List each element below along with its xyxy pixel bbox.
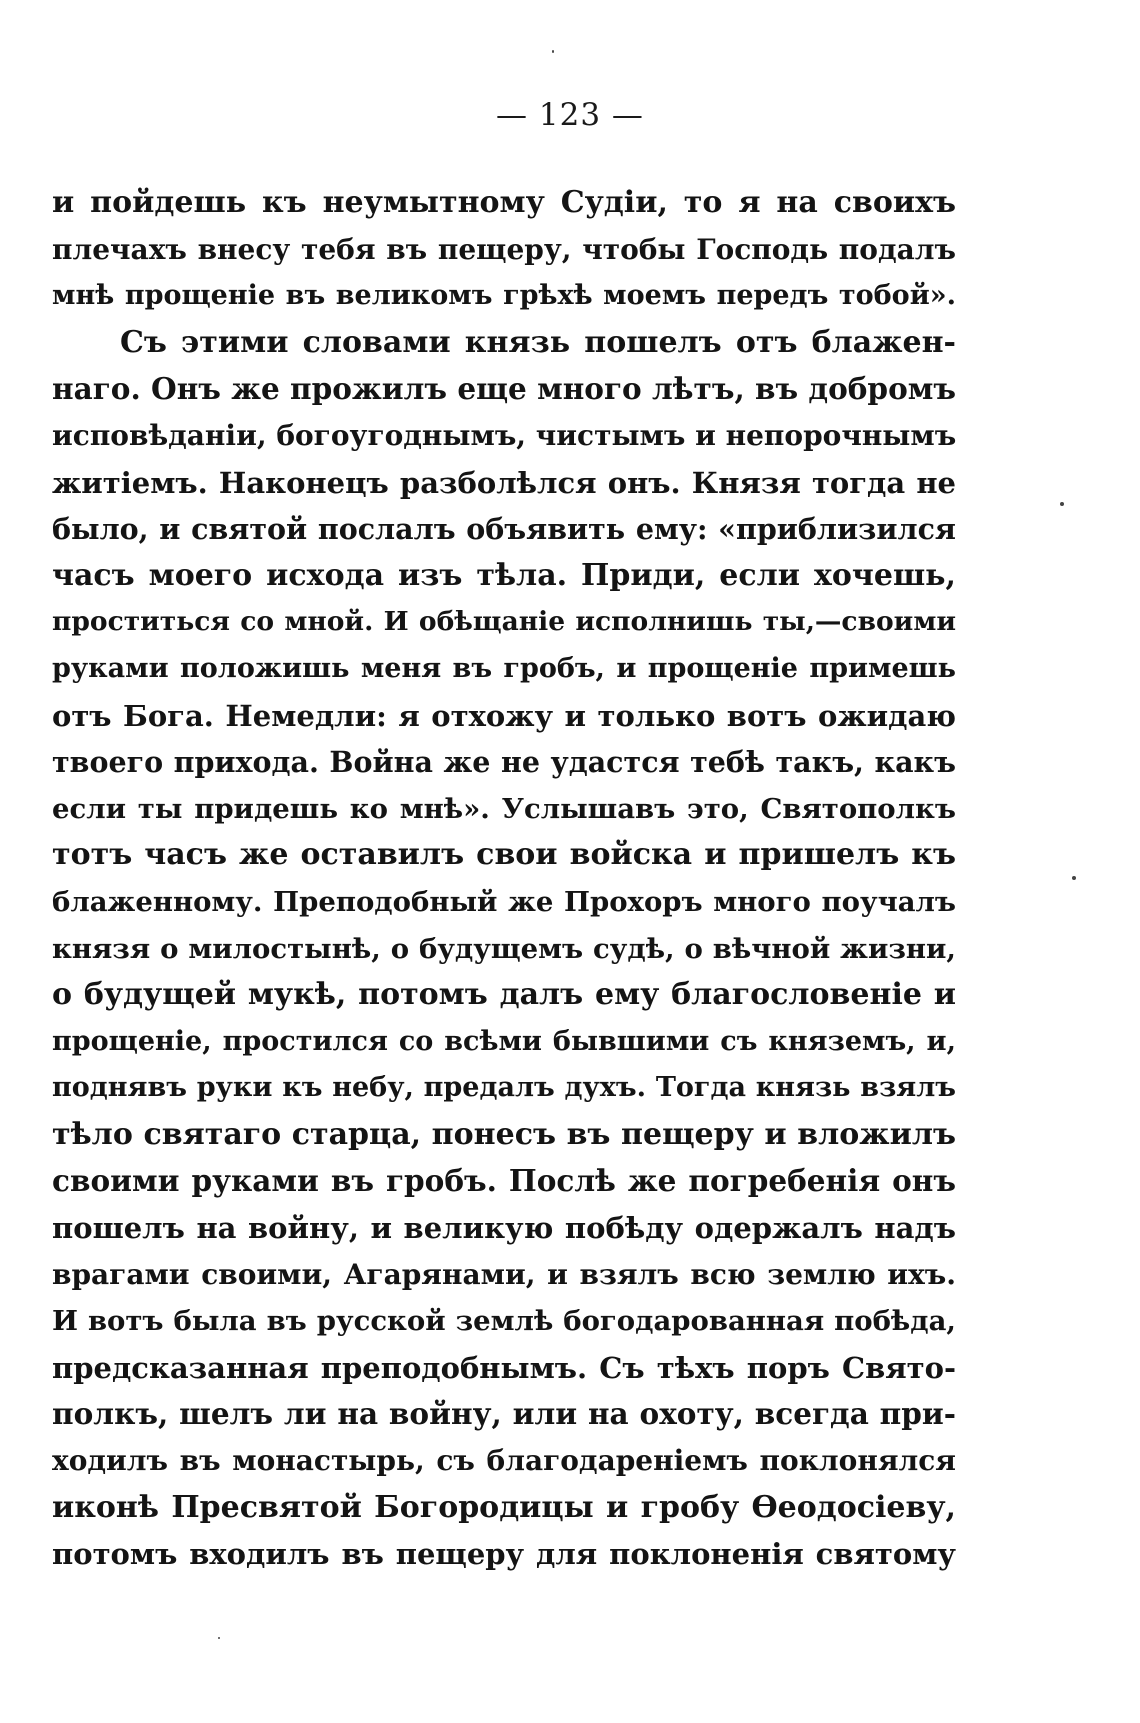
text-line: мнѣ прощеніе въ великомъ грѣхѣ моемъ передъ тобой». bbox=[52, 280, 956, 312]
print-speck bbox=[1072, 876, 1076, 880]
text-line: часъ моего исхода изъ тѣла. Приди, если хочешь, bbox=[52, 557, 956, 593]
text-line: проститься со мной. И обѣщаніе исполнишь ты,—своими bbox=[52, 606, 956, 638]
text-line: князя о милостынѣ, о будущемъ судѣ, о вѣчной жизни, bbox=[52, 932, 956, 965]
text-line: пошелъ на войну, и великую побѣду одержалъ надъ bbox=[52, 1211, 956, 1246]
print-speck bbox=[552, 50, 554, 53]
text-line: твоего прихода. Война же не удастся тебѣ такъ, какъ bbox=[52, 745, 956, 780]
print-speck bbox=[1060, 502, 1064, 506]
body-text bbox=[52, 180, 956, 1578]
text-line: прощеніе, простился со всѣми бывшими съ княземъ, и, bbox=[52, 1025, 956, 1057]
text-line: наго. Онъ же прожилъ еще много лѣтъ, въ добромъ bbox=[52, 371, 956, 407]
text-line: ходилъ въ монастырь, съ благодареніемъ поклонялся bbox=[52, 1444, 956, 1478]
text-line: отъ Бога. Немедли: я отхожу и только вотъ ожидаю bbox=[52, 698, 956, 733]
text-line: исповѣданіи, богоугоднымъ, чистымъ и непорочнымъ bbox=[52, 418, 956, 452]
print-speck bbox=[218, 1637, 220, 1639]
text-line: житіемъ. Наконецъ разболѣлся онъ. Князя тогда не bbox=[52, 465, 956, 500]
text-line: иконѣ Пресвятой Богородицы и гробу Ѳеодосіеву, bbox=[52, 1489, 956, 1525]
text-line: руками положишь меня въ гробъ, и прощеніе примешь bbox=[52, 652, 956, 684]
text-line: тотъ часъ же оставилъ свои войска и пришелъ къ bbox=[52, 837, 956, 873]
text-line: своими руками въ гробъ. Послѣ же погребенія онъ bbox=[52, 1163, 956, 1199]
text-line: полкъ, шелъ ли на войну, или на охоту, всегда при- bbox=[52, 1396, 956, 1432]
text-line: тѣло святаго старца, понесъ въ пещеру и вложилъ bbox=[52, 1116, 956, 1152]
text-line: Съ этими словами князь пошелъ отъ блажен- bbox=[120, 324, 956, 360]
text-line: плечахъ внесу тебя въ пещеру, чтобы Господь подалъ bbox=[52, 232, 956, 266]
text-line: блаженному. Преподобный же Прохоръ много поучалъ bbox=[52, 885, 956, 918]
text-line: врагами своими, Агарянами, и взялъ всю землю ихъ. bbox=[52, 1257, 956, 1291]
text-line: И вотъ была въ русской землѣ богодарованная побѣда, bbox=[52, 1305, 956, 1338]
text-line: потомъ входилъ въ пещеру для поклоненія святому bbox=[52, 1537, 956, 1572]
text-line: было, и святой послалъ объявить ему: «приблизился bbox=[52, 512, 956, 547]
text-line: если ты придешь ко мнѣ». Услышавъ это, Святополкъ bbox=[52, 792, 956, 825]
text-line: о будущей мукѣ, потомъ далъ ему благословеніе и bbox=[52, 977, 956, 1013]
text-line: предсказанная преподобнымъ. Съ тѣхъ поръ Свято- bbox=[52, 1350, 956, 1385]
page-number: — 123 — bbox=[496, 97, 644, 133]
text-line: и пойдешь къ неумытному Судіи, то я на своихъ bbox=[52, 185, 956, 220]
text-line: поднявъ руки къ небу, предалъ духъ. Тогда князь взялъ bbox=[52, 1072, 956, 1104]
